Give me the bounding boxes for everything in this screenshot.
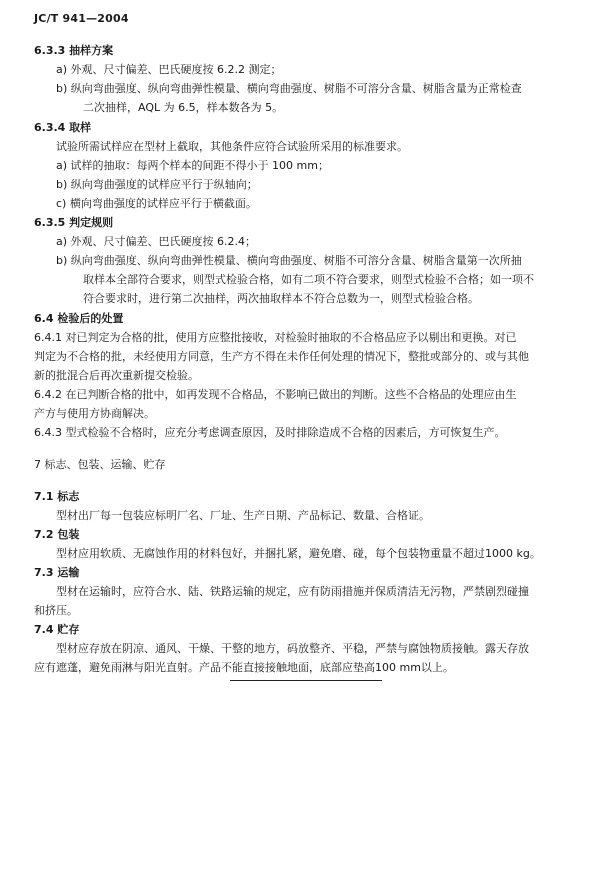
paragraph: 产方与使用方协商解决。 [34, 407, 155, 420]
list-item: b) 纵向弯曲强度的试样应平行于纵轴向； [56, 178, 258, 191]
paragraph: 型材应用软质、无腐蚀作用的材料包好，并捆扎紧，避免磨、碰，每个包装物重量不超过1000 kg。 [56, 547, 541, 560]
section-heading-7-2: 7.2 包装 [34, 528, 80, 541]
end-rule [230, 680, 382, 681]
list-item: b) 纵向弯曲强度、纵向弯曲弹性模量、横向弯曲强度、树脂不可溶分含量、树脂含量为正常检查 [56, 82, 522, 95]
list-item: a) 外观、尺寸偏差、巴氏硬度按 6.2.2 测定； [56, 63, 282, 76]
section-heading-7-3: 7.3 运输 [34, 566, 80, 579]
list-item-continuation: 符合要求时，进行第二次抽样，两次抽取样本不符合总数为一，则型式检验合格。 [83, 292, 479, 305]
paragraph: 判定为不合格的批，未经使用方同意，生产方不得在未作任何处理的情况下，整批或部分的、或与其他 [34, 350, 529, 363]
section-heading-6-3-5: 6.3.5 判定规则 [34, 216, 114, 229]
list-item-continuation: 取样本全部符合要求，则型式检验合格，如有二项不符合要求，则型式检验不合格；如一项不 [83, 273, 534, 286]
paragraph: 型材应存放在阴凉、通风、干燥、干整的地方，码放整齐、平稳，严禁与腐蚀物质接触。露天存放 [56, 642, 529, 655]
section-heading-6-4: 6.4 检验后的处置 [34, 312, 124, 325]
list-item-continuation: 二次抽样，AQL 为 6.5，样本数各为 5。 [83, 101, 284, 114]
paragraph: 试验所需试样应在型材上截取，其他条件应符合试验所采用的标准要求。 [56, 140, 408, 153]
paragraph: 应有遮蓬，避免雨淋与阳光直射。产品不能直接接触地面，底部应垫高100 mm以上。 [34, 661, 454, 674]
paragraph: 型材在运输时，应符合水、陆、铁路运输的规定，应有防雨措施并保质清洁无污物，严禁剧烈碰撞 [56, 585, 529, 598]
paragraph: 和挤压。 [34, 604, 78, 617]
list-item: a) 试样的抽取：每两个样本的间距不得小于 100 mm； [56, 159, 329, 172]
section-heading-6-3-3: 6.3.3 抽样方案 [34, 44, 114, 57]
document-code: JC/T 941—2004 [34, 12, 129, 25]
section-heading-7-1: 7.1 标志 [34, 490, 80, 503]
list-item: c) 横向弯曲强度的试样应平行于横截面。 [56, 197, 257, 210]
paragraph: 新的批混合后再次重新提交检验。 [34, 369, 199, 382]
list-item: a) 外观、尺寸偏差、巴氏硬度按 6.2.4； [56, 235, 257, 248]
paragraph: 6.4.1 对已判定为合格的批，使用方应整批接收，对检验时抽取的不合格品应予以剔出和更换。对已 [34, 331, 517, 344]
paragraph: 6.4.3 型式检验不合格时，应充分考虑调查原因，及时排除造成不合格的因素后，方可恢复生产。 [34, 426, 506, 439]
list-item: b) 纵向弯曲强度、纵向弯曲弹性模量、横向弯曲强度、树脂不可溶分含量、树脂含量第一次所抽 [56, 254, 522, 267]
section-heading-7-4: 7.4 贮存 [34, 623, 80, 636]
paragraph: 6.4.2 在已判断合格的批中，如再发现不合格品，不影响已做出的判断。这些不合格品的处理应由生 [34, 388, 517, 401]
chapter-heading-7: 7 标志、包装、运输、贮存 [34, 458, 166, 471]
section-heading-6-3-4: 6.3.4 取样 [34, 121, 92, 134]
paragraph: 型材出厂每一包装应标明厂名、厂址、生产日期、产品标记、数量、合格证。 [56, 509, 430, 522]
